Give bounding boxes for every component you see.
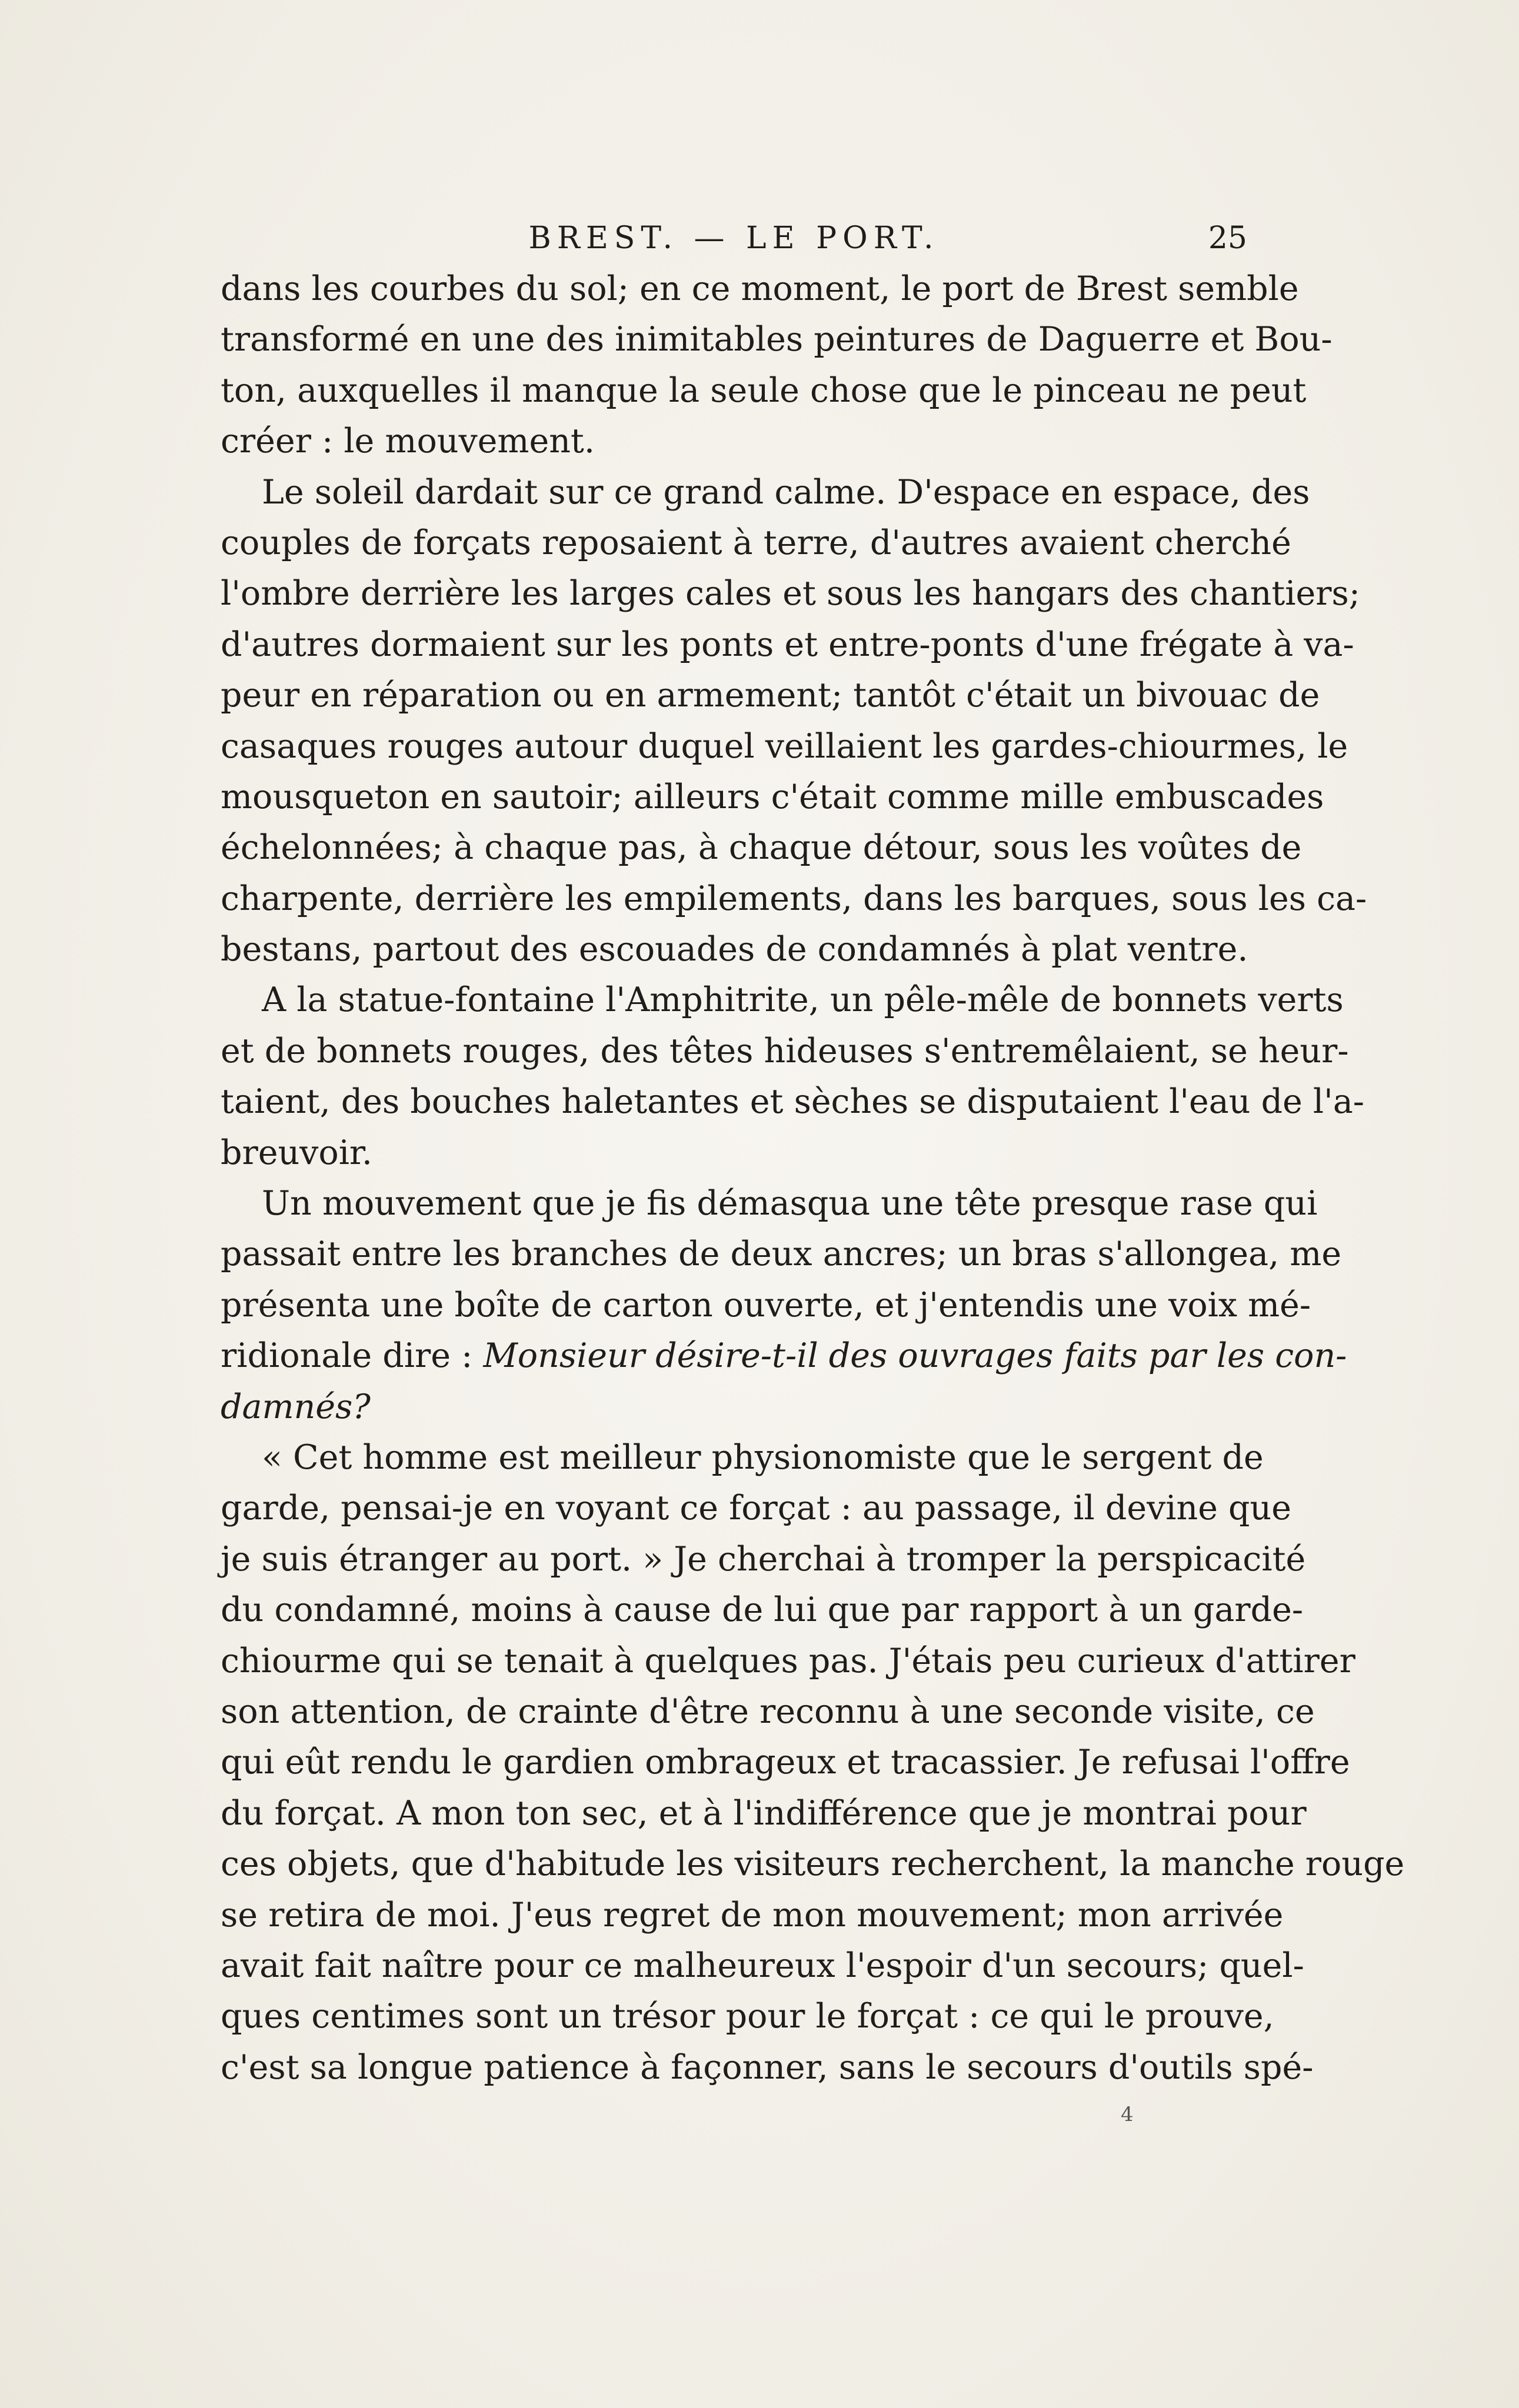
text-line bbox=[221, 1585, 1304, 1635]
text-line-content: Un mouvement que je fis démasqua une tête presque rase qui bbox=[262, 1184, 1318, 1223]
italic-quote: damnés? bbox=[221, 1387, 371, 1426]
text-line-content: l'ombre derrière les larges cales et sous les hangars des chantiers; bbox=[221, 574, 1360, 613]
text-line-content: ques centimes sont un trésor pour le forçat : ce qui le prouve, bbox=[221, 1997, 1274, 2036]
text-line bbox=[221, 1534, 1306, 1585]
text-line-content: d'autres dormaient sur les ponts et entre-ponts d'une frégate à va- bbox=[221, 625, 1354, 664]
text-line bbox=[221, 1382, 1247, 1432]
text-line-content: son attention, de crainte d'être reconnu à une seconde visite, ce bbox=[221, 1692, 1315, 1731]
text-line bbox=[221, 924, 1247, 975]
text-line bbox=[221, 518, 1291, 568]
text-line-content: breuvoir. bbox=[221, 1133, 373, 1172]
text-line-content: avait fait naître pour ce malheureux l'espoir d'un secours; quel- bbox=[221, 1946, 1304, 1985]
text-line bbox=[221, 1737, 1350, 1787]
text-line bbox=[221, 619, 1354, 670]
text-line-content: charpente, derrière les empilements, dans les barques, sous les ca- bbox=[221, 879, 1367, 918]
text-line bbox=[221, 1330, 1347, 1381]
signature-mark: 4 bbox=[1121, 2103, 1134, 2126]
text-line bbox=[221, 1483, 1291, 1533]
text-line bbox=[221, 1280, 1311, 1330]
text-line bbox=[221, 416, 1247, 466]
italic-quote: Monsieur désire-t-il des ouvrages faits par les con- bbox=[483, 1336, 1347, 1376]
text-line-content: je suis étranger au port. » Je cherchai à tromper la perspicacité bbox=[221, 1539, 1306, 1579]
text-line bbox=[221, 1839, 1405, 1889]
text-line-content: mousqueton en sautoir; ailleurs c'était comme mille embuscades bbox=[221, 777, 1324, 816]
text-line-content: chiourme qui se tenait à quelques pas. J'étais peu curieux d'attirer bbox=[221, 1641, 1355, 1680]
text-line bbox=[221, 2042, 1314, 2093]
text-line-content: du condamné, moins à cause de lui que par rapport à un garde- bbox=[221, 1590, 1304, 1630]
text-line-content: créer : le mouvement. bbox=[221, 422, 595, 461]
text-line-content: dans les courbes du sol; en ce moment, le port de Brest semble bbox=[221, 269, 1299, 308]
text-line bbox=[221, 1940, 1304, 1991]
running-title: BREST. — LE PORT. bbox=[528, 221, 940, 256]
text-line bbox=[221, 1890, 1284, 1940]
body-text bbox=[221, 264, 1405, 2093]
page-header bbox=[221, 218, 1247, 259]
text-line-content: garde, pensai-je en voyant ce forçat : au passage, il devine que bbox=[221, 1489, 1291, 1528]
text-line bbox=[221, 975, 1344, 1025]
text-line-content: ton, auxquelles il manque la seule chose que le pinceau ne peut bbox=[221, 371, 1307, 410]
text-line bbox=[221, 365, 1307, 416]
page-number: 25 bbox=[1208, 221, 1247, 256]
text-line bbox=[221, 264, 1299, 314]
text-line-content: c'est sa longue patience à façonner, sans le secours d'outils spé- bbox=[221, 2047, 1314, 2087]
text-line bbox=[221, 1128, 1247, 1178]
text-line-content: Le soleil dardait sur ce grand calme. D'espace en espace, des bbox=[262, 472, 1310, 512]
text-line bbox=[221, 1686, 1315, 1737]
text-line-content: échelonnées; à chaque pas, à chaque détour, sous les voûtes de bbox=[221, 828, 1302, 868]
text-line bbox=[221, 1026, 1349, 1076]
text-line bbox=[221, 314, 1333, 365]
text-line bbox=[221, 873, 1367, 924]
text-line-content: bestans, partout des escouades de condamnés à plat ventre. bbox=[221, 930, 1248, 969]
text-line bbox=[221, 467, 1310, 518]
text-line bbox=[221, 1229, 1342, 1279]
text-line-content: qui eût rendu le gardien ombrageux et tracassier. Je refusai l'offre bbox=[221, 1743, 1350, 1782]
text-line bbox=[221, 822, 1302, 873]
text-line-content: ces objets, que d'habitude les visiteurs recherchent, la manche rouge bbox=[221, 1845, 1405, 1884]
text-line bbox=[221, 1178, 1318, 1229]
text-line-content: et de bonnets rouges, des têtes hideuses s'entremêlaient, se heur- bbox=[221, 1031, 1349, 1070]
text-line-content: casaques rouges autour duquel veillaient les gardes-chiourmes, le bbox=[221, 726, 1348, 766]
text-line bbox=[221, 568, 1360, 619]
text-line-content: transformé en une des inimitables peintures de Daguerre et Bou- bbox=[221, 320, 1333, 359]
text-line-content: peur en réparation ou en armement; tantôt c'était un bivouac de bbox=[221, 676, 1320, 715]
text-line bbox=[221, 1788, 1307, 1839]
text-line-content: présenta une boîte de carton ouverte, et j'entendis une voix mé- bbox=[221, 1285, 1311, 1325]
text-line-content: du forçat. A mon ton sec, et à l'indifférence que je montrai pour bbox=[221, 1793, 1307, 1833]
text-line-content: « Cet homme est meilleur physionomiste que le sergent de bbox=[262, 1438, 1264, 1477]
text-line-content: ridionale dire : bbox=[221, 1336, 484, 1376]
text-line-content: A la statue-fontaine l'Amphitrite, un pêle-mêle de bonnets verts bbox=[262, 980, 1344, 1020]
text-line-content: couples de forçats reposaient à terre, d'autres avaient cherché bbox=[221, 523, 1291, 562]
text-line bbox=[221, 1432, 1264, 1483]
text-line bbox=[221, 1991, 1274, 2042]
text-line bbox=[221, 721, 1348, 772]
text-line bbox=[221, 772, 1324, 822]
text-line bbox=[221, 1076, 1365, 1127]
text-line-content: taient, des bouches haletantes et sèches se disputaient l'eau de l'a- bbox=[221, 1082, 1365, 1122]
text-line-content: se retira de moi. J'eus regret de mon mouvement; mon arrivée bbox=[221, 1895, 1284, 1935]
text-line-content: passait entre les branches de deux ancres; un bras s'allongea, me bbox=[221, 1235, 1342, 1274]
text-line bbox=[221, 670, 1320, 721]
text-line bbox=[221, 1636, 1355, 1686]
